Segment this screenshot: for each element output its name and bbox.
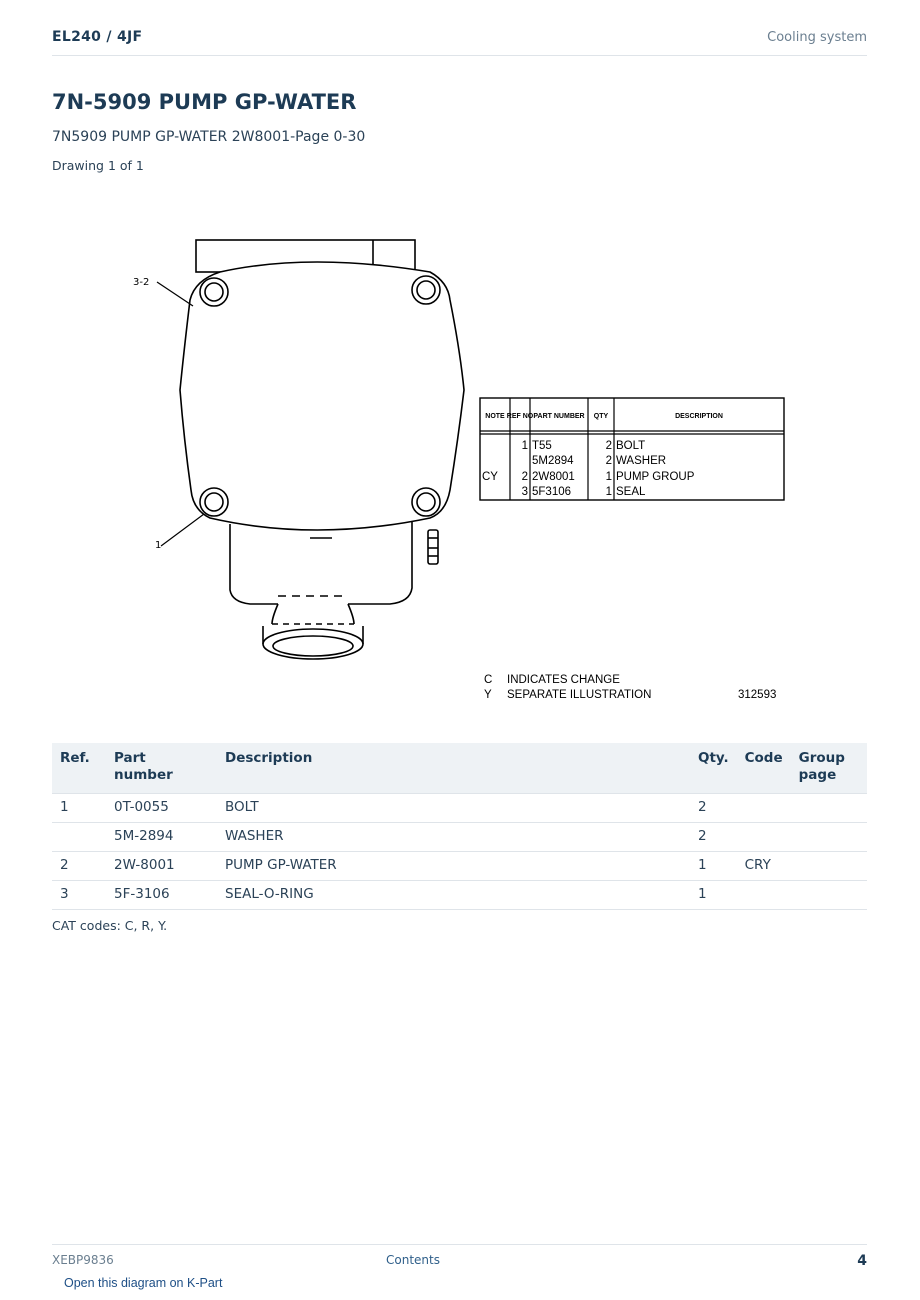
cell-qty: 2	[690, 823, 737, 852]
diagram-cell-ref: 1	[521, 440, 528, 452]
cell-code	[737, 823, 791, 852]
diagram-cell-part: 5M2894	[532, 455, 574, 467]
cell-qty: 2	[690, 794, 737, 823]
diagram-cell-qty: 1	[605, 486, 612, 498]
diagram-cell-part: 2W8001	[532, 471, 575, 483]
diagram-cell-qty: 1	[605, 471, 612, 483]
diagram-cell-desc: BOLT	[616, 440, 646, 452]
diagram-cell-desc: WASHER	[616, 455, 667, 467]
cell-code	[737, 794, 791, 823]
cell-qty: 1	[690, 852, 737, 881]
column-header-qty: Qty.	[690, 743, 737, 794]
page-subtitle: 7N5909 PUMP GP-WATER 2W8001-Page 0-30	[52, 129, 366, 145]
breadcrumb-model: EL240 / 4JF	[52, 29, 143, 45]
table-row	[52, 852, 867, 881]
open-kpart-link[interactable]: Open this diagram on K-Part	[64, 1276, 223, 1290]
cell-ref	[52, 823, 106, 852]
diagram-header-note: NOTE	[485, 413, 505, 420]
cell-code	[737, 881, 791, 910]
column-header-part-number: Part number	[106, 743, 217, 794]
cell-part-number: 2W-8001	[106, 852, 217, 881]
legend-code: C	[484, 674, 493, 686]
document-id: XEBP9836	[52, 1253, 114, 1267]
diagram-header-desc: DESCRIPTION	[675, 413, 723, 420]
diagram-cell-ref: 2	[521, 471, 528, 483]
column-header-ref: Ref.	[52, 743, 106, 794]
diagram-cell-ref: 3	[521, 486, 528, 498]
cell-description: WASHER	[217, 823, 690, 852]
callout-label: 1	[155, 540, 162, 551]
diagram-cell-note: CY	[482, 471, 498, 483]
cell-part-number: 5F-3106	[106, 881, 217, 910]
cell-description: SEAL-O-RING	[217, 881, 690, 910]
cell-qty: 1	[690, 881, 737, 910]
footer-divider	[52, 1244, 867, 1245]
parts-diagram	[100, 200, 820, 720]
cell-description: PUMP GP-WATER	[217, 852, 690, 881]
cell-ref: 2	[52, 852, 106, 881]
diagram-cell-part: T55	[532, 440, 552, 452]
cell-description: BOLT	[217, 794, 690, 823]
page-title: 7N-5909 PUMP GP-WATER	[52, 90, 357, 114]
column-header-description: Description	[217, 743, 690, 794]
diagram-cell-desc: SEAL	[616, 486, 646, 498]
cell-part-number: 5M-2894	[106, 823, 217, 852]
cell-group-page	[791, 794, 867, 823]
cell-group-page	[791, 881, 867, 910]
cell-ref: 1	[52, 794, 106, 823]
legend-text: SEPARATE ILLUSTRATION	[507, 689, 652, 701]
diagram-header-part: PART NUMBER	[533, 413, 585, 420]
diagram-header-qty: QTY	[593, 413, 609, 420]
cell-group-page	[791, 852, 867, 881]
parts-table	[52, 743, 867, 910]
diagram-cell-desc: PUMP GROUP	[616, 471, 695, 483]
table-row	[52, 823, 867, 852]
table-row	[52, 881, 867, 910]
cell-ref: 3	[52, 881, 106, 910]
cell-group-page	[791, 823, 867, 852]
section-name: Cooling system	[767, 30, 867, 45]
illustration-number: 312593	[738, 689, 777, 701]
diagram-header-ref: REF NO	[506, 413, 534, 420]
column-header-code: Code	[737, 743, 791, 794]
header-divider	[52, 55, 867, 56]
page-number: 4	[857, 1253, 867, 1269]
cat-codes-note: CAT codes: C, R, Y.	[52, 918, 168, 933]
diagram-cell-qty: 2	[605, 440, 612, 452]
column-header-group-page: Group page	[791, 743, 867, 794]
legend-code: Y	[484, 689, 492, 701]
diagram-cell-part: 5F3106	[532, 486, 572, 498]
diagram-parts-table	[480, 398, 784, 500]
contents-link[interactable]: Contents	[386, 1253, 440, 1267]
legend-text: INDICATES CHANGE	[507, 674, 620, 686]
table-row	[52, 794, 867, 823]
diagram-cell-qty: 2	[605, 455, 612, 467]
callout-label: 3-2	[133, 277, 150, 288]
cell-code: CRY	[737, 852, 791, 881]
pump-drawing	[157, 240, 464, 659]
table-header-row	[52, 743, 867, 794]
drawing-count: Drawing 1 of 1	[52, 158, 144, 173]
cell-part-number: 0T-0055	[106, 794, 217, 823]
diagram-legend	[484, 674, 776, 701]
